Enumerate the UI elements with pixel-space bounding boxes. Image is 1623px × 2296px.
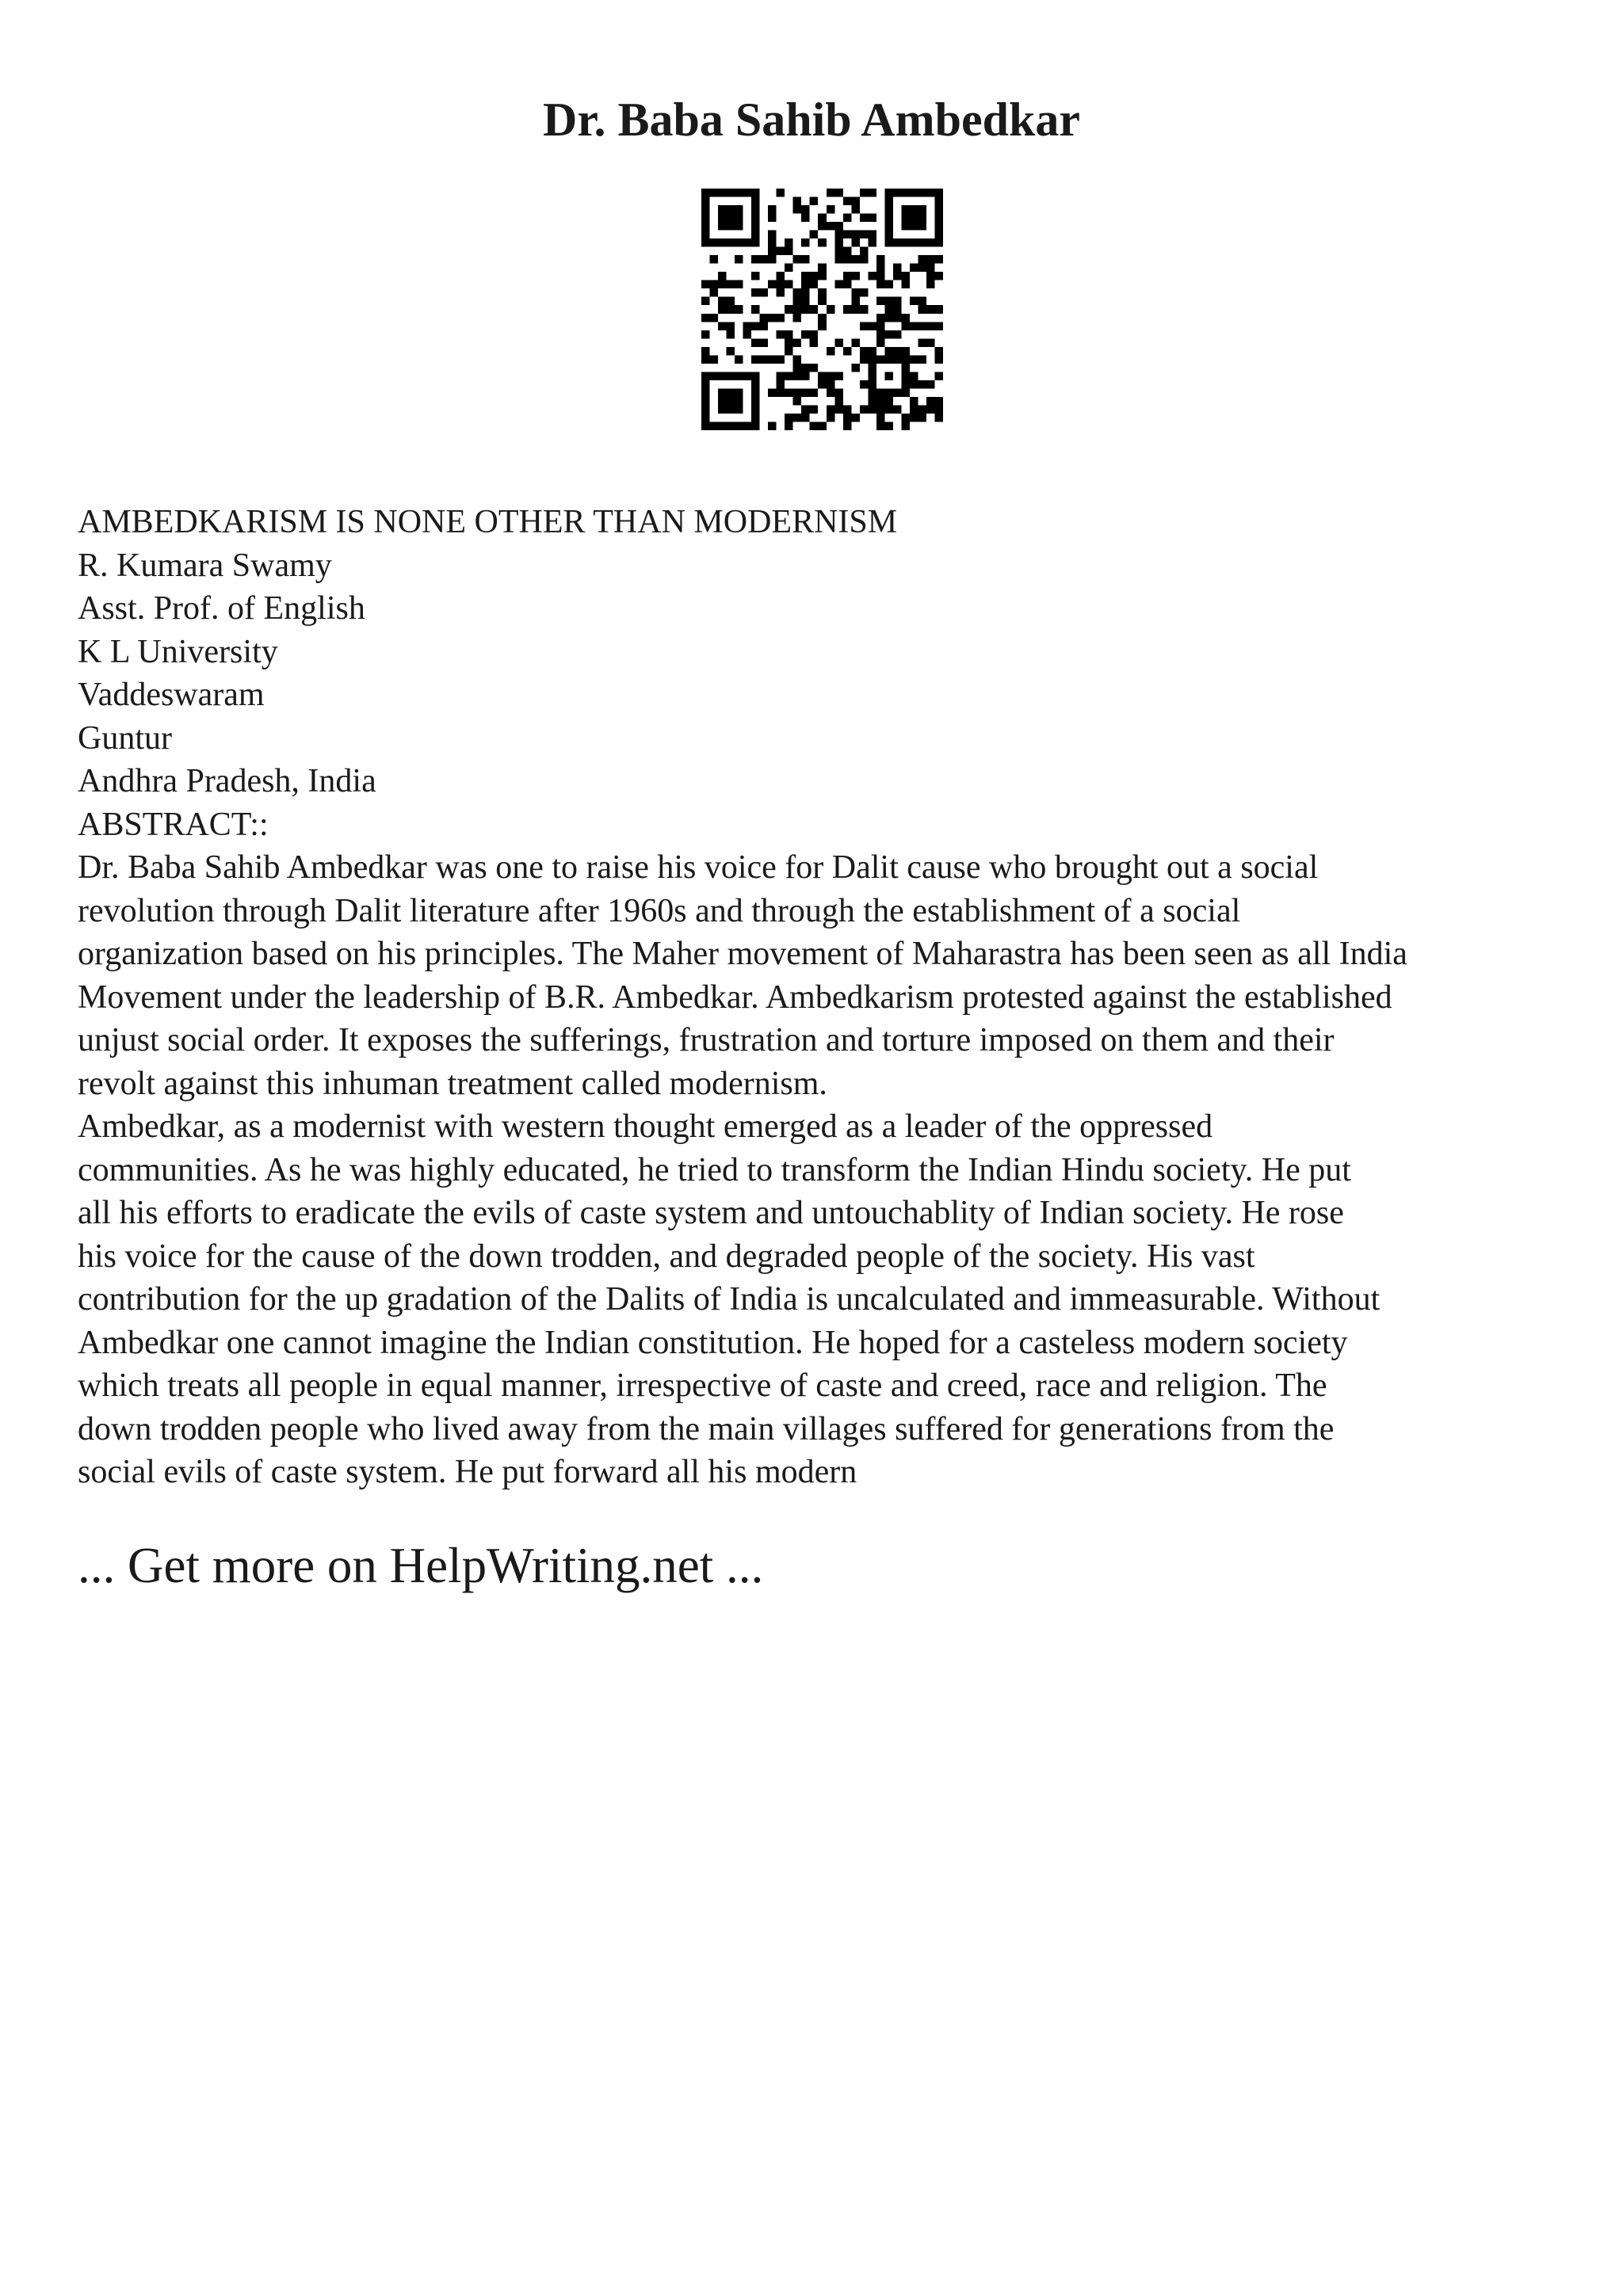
page-title: Dr. Baba Sahib Ambedkar <box>543 93 1080 146</box>
paragraph-line: Ambedkar, as a modernist with western thought emerged as a leader of the oppressed <box>78 1108 1213 1145</box>
paragraph-line: all his efforts to eradicate the evils of caste system and untouchablity of Indian society. He rose <box>78 1195 1344 1231</box>
author-city: Guntur <box>78 719 172 757</box>
paragraph-line: social evils of caste system. He put forward all his modern <box>78 1454 857 1490</box>
paragraph-line: organization based on his principles. The Maher movement of Maharastra has been seen as all India <box>78 936 1407 972</box>
paragraph-line: revolt against this inhuman treatment called modernism. <box>78 1065 827 1102</box>
paragraph-line: Movement under the leadership of B.R. Ambedkar. Ambedkarism protested against the established <box>78 978 1392 1016</box>
abstract-paragraph-2 <box>78 1105 1575 1494</box>
author-position: Asst. Prof. of English <box>78 590 365 627</box>
abstract-paragraph-1 <box>78 846 1575 1105</box>
paragraph-line: Dr. Baba Sahib Ambedkar was one to raise his voice for Dalit cause who brought out a social <box>78 849 1319 886</box>
paragraph-line: which treats all people in equal manner, irrespective of caste and creed, race and religion. The <box>78 1367 1327 1404</box>
paragraph-line: down trodden people who lived away from the main villages suffered for generations from the <box>78 1410 1335 1447</box>
author-region: Andhra Pradesh, India <box>78 763 376 799</box>
paragraph-line: revolution through Dalit literature after 1960s and through the establishment of a social <box>78 892 1241 929</box>
paragraph-line: his voice for the cause of the down trodden, and degraded people of the society. His vast <box>78 1238 1255 1275</box>
author-institution: K L University <box>78 633 278 670</box>
paragraph-line: contribution for the up gradation of the Dalits of India is uncalculated and immeasurable. Without <box>78 1281 1381 1318</box>
author-name: R. Kumara Swamy <box>78 547 332 584</box>
author-location: Vaddeswaram <box>78 677 265 713</box>
paragraph-line: Ambedkar one cannot imagine the Indian constitution. He hoped for a casteless modern society <box>78 1324 1348 1361</box>
abstract-heading: ABSTRACT:: <box>78 806 269 843</box>
get-more-link[interactable]: ... Get more on HelpWriting.net ... <box>78 1538 764 1593</box>
qr-code-icon[interactable] <box>701 189 943 430</box>
paragraph-line: communities. As he was highly educated, he tried to transform the Indian Hindu society. He put <box>78 1151 1351 1188</box>
article-body <box>78 501 1575 1494</box>
paragraph-line: unjust social order. It exposes the sufferings, frustration and torture imposed on them and their <box>78 1022 1335 1058</box>
article-heading: AMBEDKARISM IS NONE OTHER THAN MODERNISM <box>78 504 898 540</box>
article-header <box>78 501 1575 846</box>
